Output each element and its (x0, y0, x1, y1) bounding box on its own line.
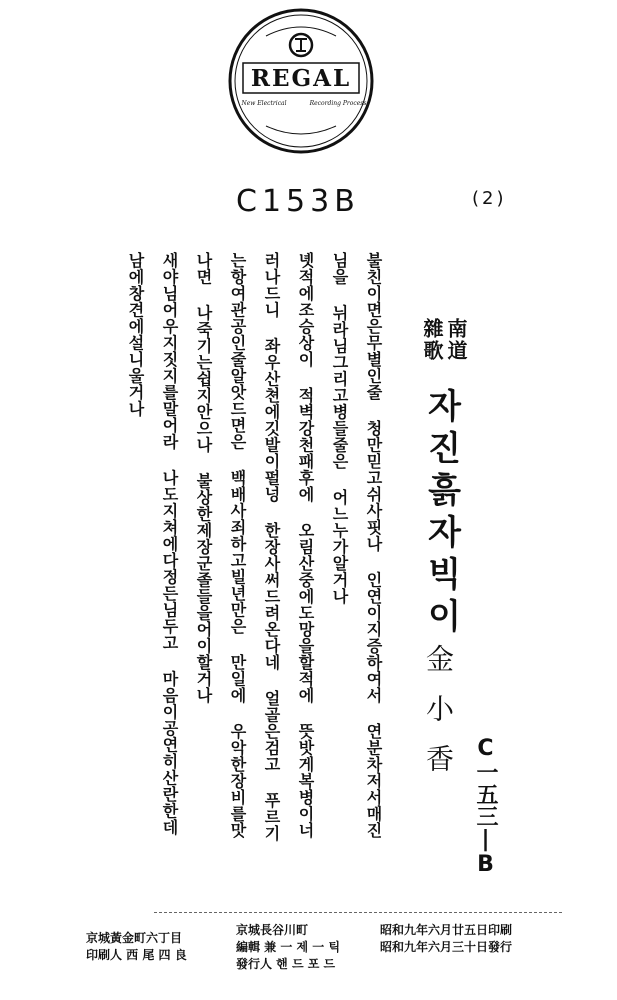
issue-date: 昭和九年六月三十日發行 (380, 940, 513, 954)
printer-name: 印刷人 西 尾 四 良 (86, 948, 187, 962)
brand-tag-right: Recording Process (309, 100, 367, 107)
regal-logo (226, 6, 376, 156)
lyric-line: 러나드니 좌우산쳔에깃발이펄넝 한장사써드려온다네 얼골은검고 푸르기 (262, 252, 281, 842)
editor-name: 編輯 兼 一 제 一 틱 (236, 940, 341, 954)
colophon-publisher (236, 922, 340, 973)
colophon-printing (380, 922, 512, 956)
catalog-number: C153B (236, 184, 360, 219)
lyric-line: 님을 뉘라님그리고병들줄은 어느누가알거나 (330, 252, 349, 605)
lyric-line: 불친이면은무별인줄 청만믿고쉬사핏나 인연이지증하여서 연분차저서매진 (364, 252, 383, 839)
genre-line2: 雜歌 (420, 318, 444, 362)
printing-date: 昭和九年六月廿五日印刷 (380, 923, 513, 937)
colophon-printer (86, 930, 187, 964)
vertical-catalog-code: C一五三|B (473, 736, 498, 877)
song-title: 자진흙자빅이 (421, 388, 461, 640)
side-number: (2) (472, 188, 507, 209)
lyric-line: 녯적에조승상이 적벽강천패후에 오림산중에도망을할적에 뜻밧게복병이너 (296, 252, 315, 839)
brand-tag-left: New Electrical (241, 100, 287, 107)
artist-name: 金小香 (422, 644, 455, 794)
genre-line1: 南道 (444, 318, 468, 362)
lyric-line: 새야님어우지짓지를말어라 나도지쳐에다정든님두고 마음이공연히산란한데 (160, 252, 179, 836)
lyric-line: 나면 나죽기는쉽지안으나 불상한제장군졸들을어이할거나 (194, 252, 213, 704)
lyric-line: 남에창견에설니울거나 (126, 252, 145, 417)
brand-name: REGAL (250, 65, 352, 92)
publisher-address: 京城長谷川町 (236, 923, 309, 937)
lyric-line: 는항여관공인줄알앗드면은 백배사죄하고빌년만은 만일에 우악한장비를맛 (228, 252, 247, 839)
printer-address: 京城黃金町六丁目 (86, 931, 183, 945)
publisher-name: 發行人 핸 드 포 드 (236, 957, 336, 971)
colophon-divider (154, 912, 562, 913)
